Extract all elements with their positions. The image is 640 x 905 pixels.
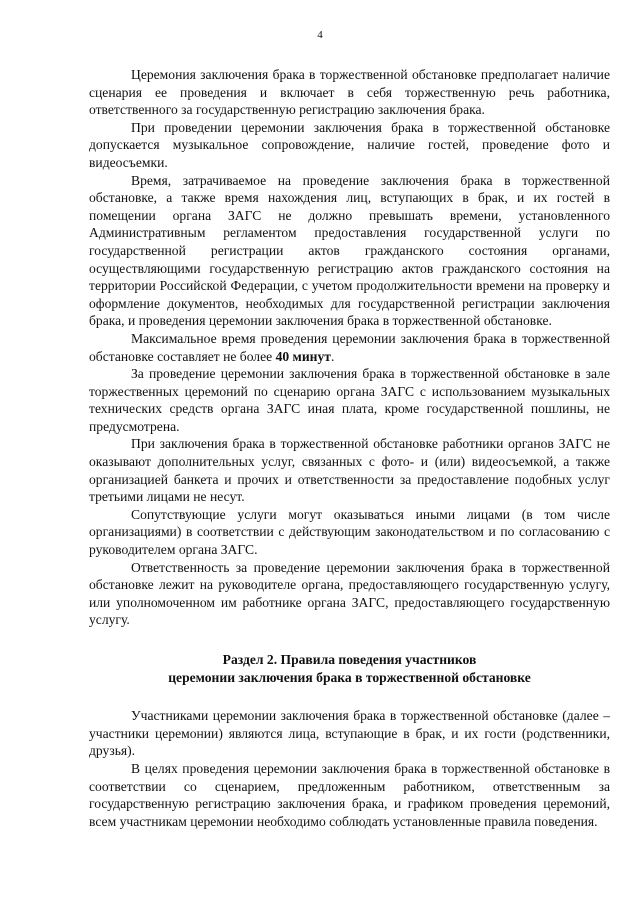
- page-number: 4: [317, 29, 323, 41]
- paragraph: Церемония заключения брака в торжественной обстановке предполагает наличие сценария ее проведения и включает в себя торжественную речь работника, ответственного за государственную регистрацию заключения брака.: [89, 67, 610, 118]
- document-body: [89, 66, 610, 830]
- max-time-text: Максимальное время проведения церемонии заключения брака в торжественной обстановке составляет не более: [89, 330, 610, 364]
- max-time-value: 40 минут: [275, 348, 331, 364]
- paragraph: Время, затрачиваемое на проведение заключения брака в торжественной обстановке, а также время нахождения лиц, вступающих в брак, и их гостей в помещении органа ЗАГС не должно превышать времени, установленного Административным регламентом предоставления государственной услуги по государственной регистрации актов гражданского состояния органами, осуществляющими государственную регистрацию актов гражданского состояния на территории Российской Федерации, с учетом продолжительности времени на проверку и оформление документов, необходимых для государственной регистрации заключения брака, и проведения церемонии заключения брака в торжественной обстановке.: [89, 172, 610, 329]
- paragraph: За проведение церемонии заключения брака в торжественной обстановке в зале торжественных церемоний по сценарию органа ЗАГС с использованием музыкальных технических средств органа ЗАГС иная плата, кроме государственной пошлины, не предусмотрена.: [89, 366, 610, 434]
- paragraph-max-time: [89, 330, 610, 365]
- section-heading-line-2: церемонии заключения брака в торжественной обстановке: [168, 669, 531, 685]
- paragraph: Участниками церемонии заключения брака в торжественной обстановке (далее – участники церемонии) являются лица, вступающие в брак, и их гости (родственники, друзья).: [89, 708, 610, 759]
- section-heading-line-1: Раздел 2. Правила поведения участников: [222, 652, 477, 667]
- paragraph: Ответственность за проведение церемонии заключения брака в торжественной обстановке лежит на руководителе органа, предоставляющего государственную услугу, или уполномоченном им работнике органа ЗАГС, предоставляющего государственную услугу.: [89, 559, 610, 628]
- paragraph: Сопутствующие услуги могут оказываться иными лицами (в том числе организациями) в соответствии с действующим законодательством и по согласованию с руководителем органа ЗАГС.: [89, 506, 610, 558]
- section-heading: [89, 651, 610, 686]
- max-time-end: .: [330, 348, 335, 364]
- paragraph: При заключения брака в торжественной обстановке работники органов ЗАГС не оказывают дополнительных услуг, связанных с фото- и (или) видеосъемкой, а также организацией банкета и прочих и ответственности за предоставление подобных услуг третьими лицами не несут.: [89, 436, 610, 505]
- paragraph: При проведении церемонии заключения брака в торжественной обстановке допускается музыкальное сопровождение, наличие гостей, проведение фото и видеосъемки.: [89, 119, 610, 170]
- paragraph: В целях проведения церемонии заключения брака в торжественной обстановке в соответствии со сценарием, предложенным работником, ответственным за государственную регистрацию заключения брака, и графиком проведения церемоний, всем участникам церемонии необходимо соблюдать установленные правила поведения.: [89, 760, 610, 829]
